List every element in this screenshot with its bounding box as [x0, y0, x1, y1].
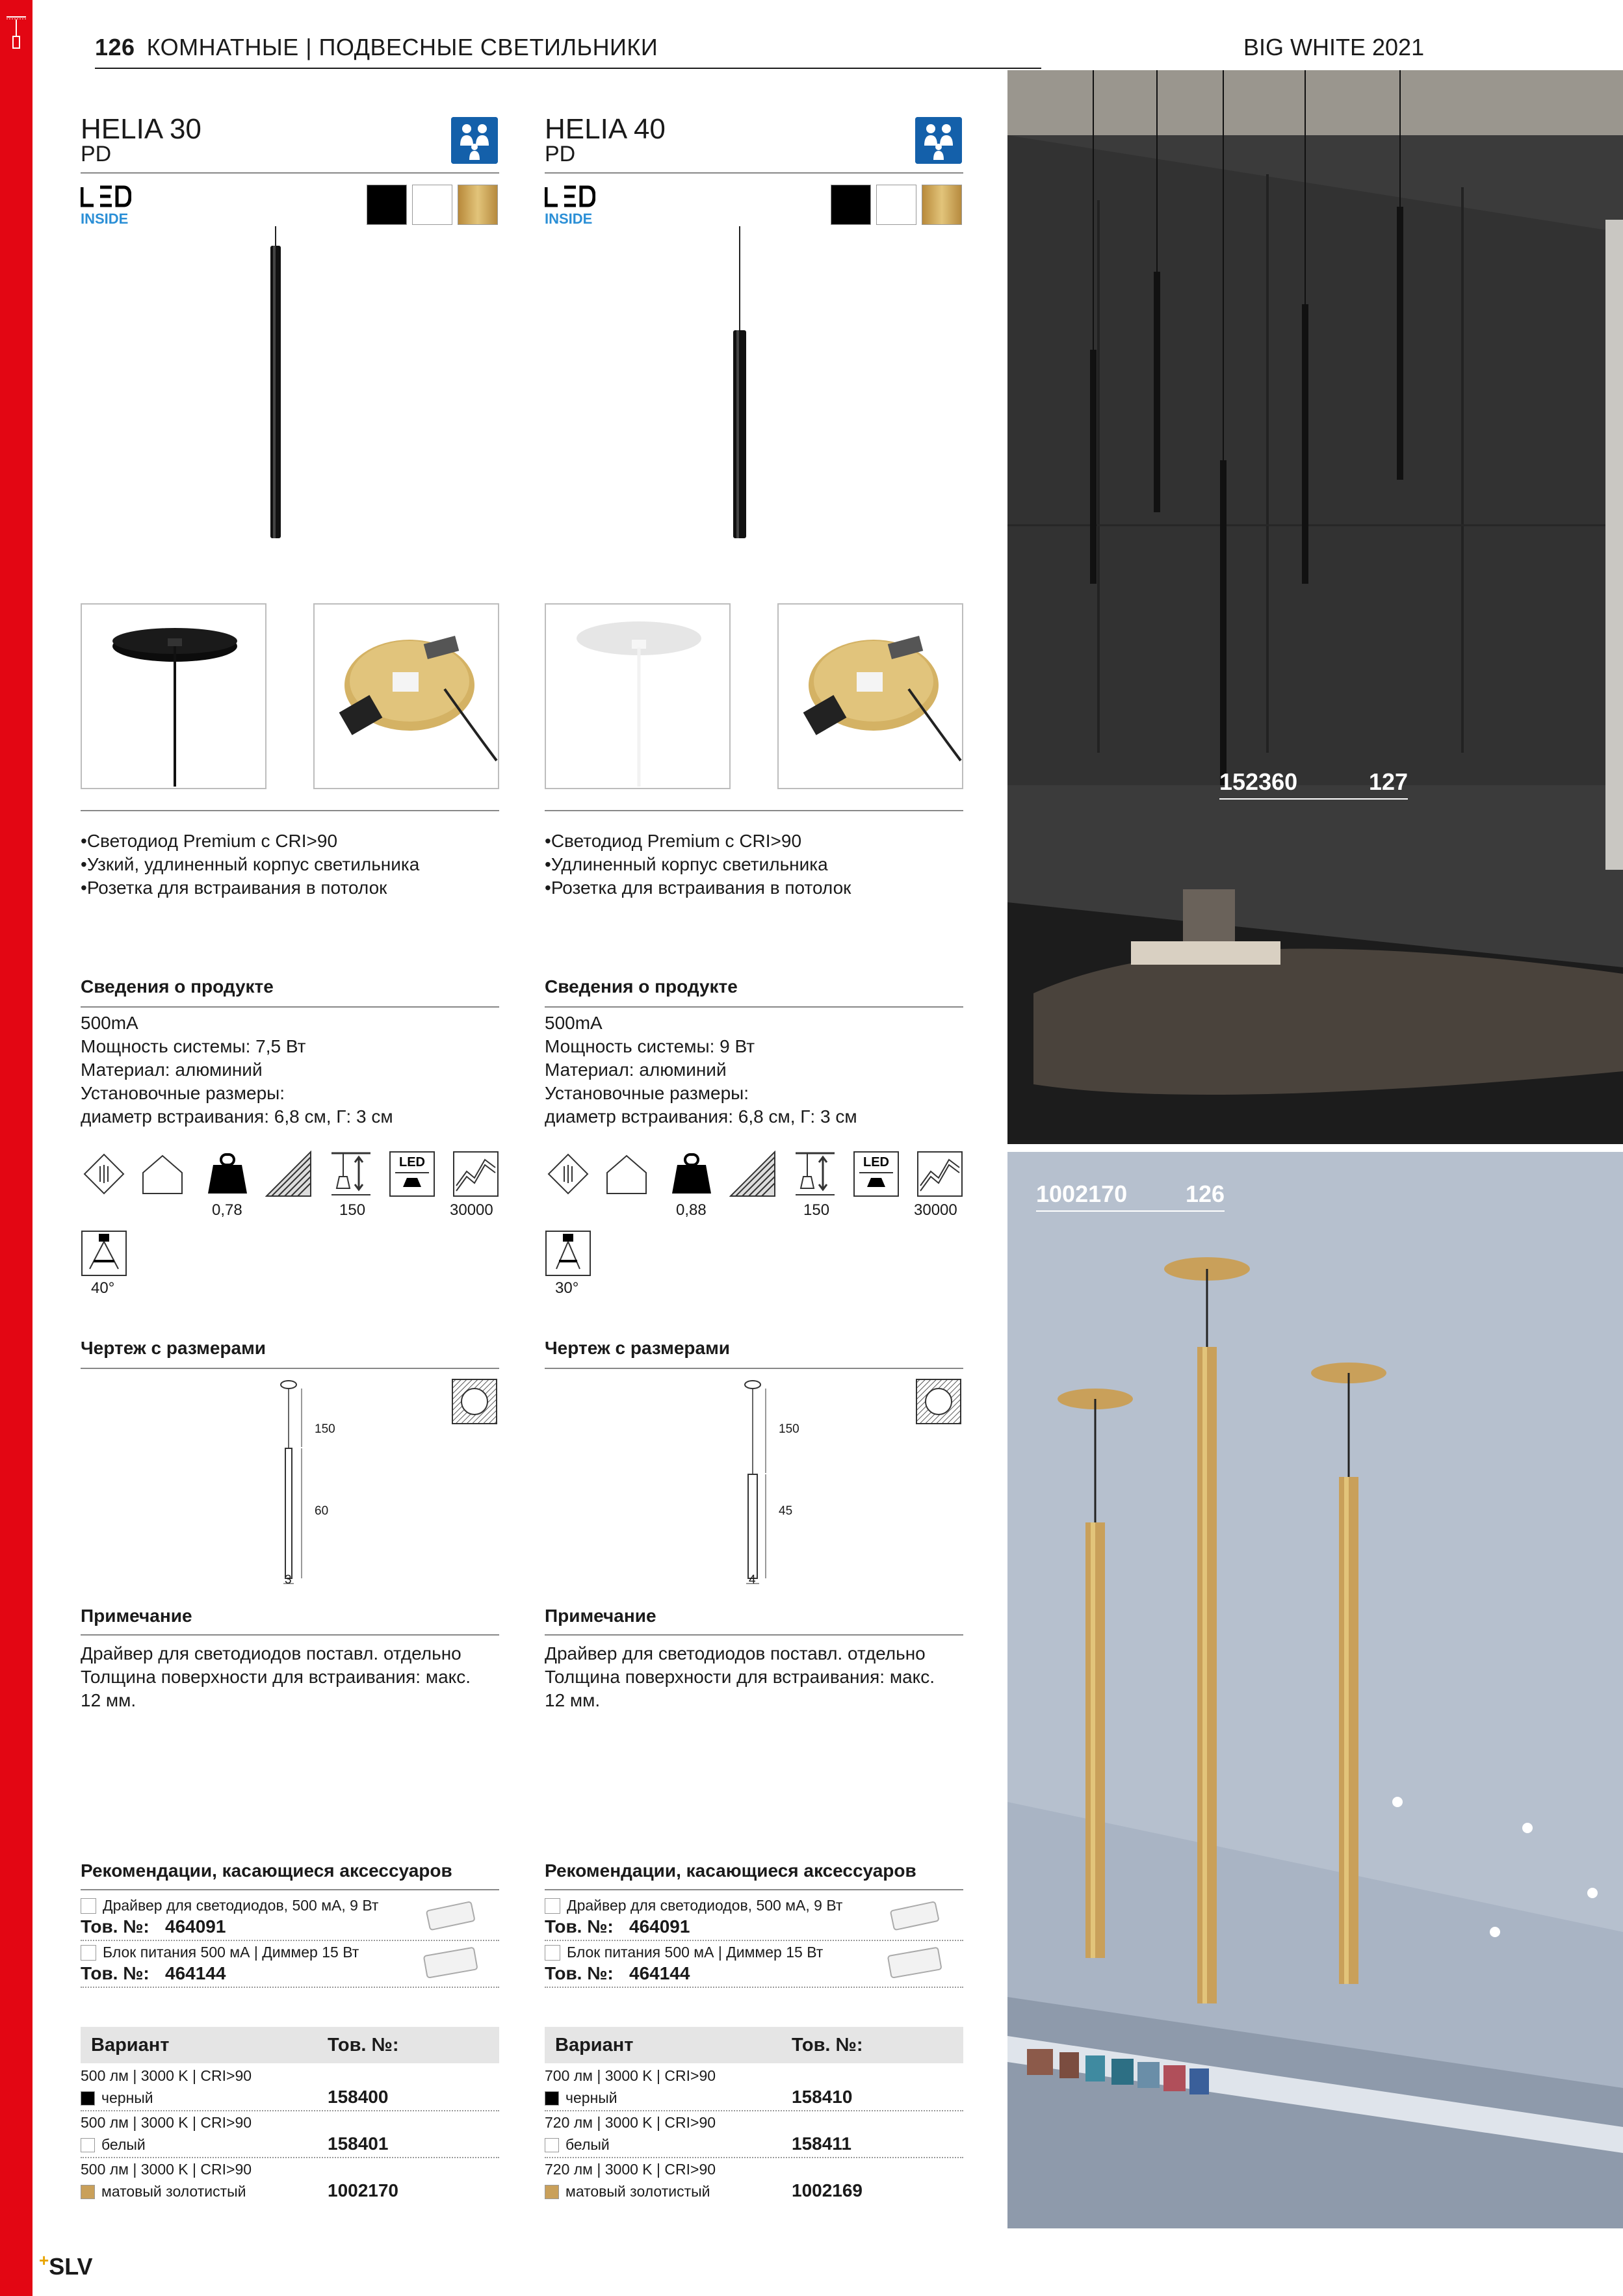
accessory-number-label: Тов. №: — [545, 1963, 614, 1983]
led-symbol-label: LED — [399, 1155, 425, 1169]
note-line: 12 мм. — [545, 1690, 601, 1710]
info-line: Материал: алюминий — [81, 1060, 263, 1080]
beam-angle-value: 30° — [555, 1279, 579, 1297]
recessed-cutout-icon — [915, 1378, 962, 1425]
dim-diameter: 3 — [285, 1573, 292, 1587]
note-title: Примечание — [545, 1606, 656, 1626]
accessory-number-label: Тов. №: — [81, 1916, 149, 1937]
product-column-helia-40 — [545, 70, 963, 2280]
led-icon — [545, 185, 595, 208]
number-column-header: Тов. №: — [792, 2035, 863, 2055]
info-line: Материал: алюминий — [545, 1060, 727, 1080]
height-value: 150 — [339, 1201, 366, 1219]
variant-row — [545, 2110, 963, 2157]
product-name: HELIA 40 — [545, 113, 666, 145]
variant-color-name: белый — [101, 2136, 146, 2153]
variant-color-name: матовый золотистый — [565, 2183, 710, 2200]
weight-value: 0,78 — [212, 1201, 242, 1219]
page-number: 126 — [95, 34, 135, 60]
accessories-divider — [545, 1889, 963, 1890]
product-info — [545, 1011, 857, 1128]
family-icon — [451, 117, 498, 164]
product-image-black — [675, 226, 805, 655]
variant-spec: 720 лм | 3000 K | CRI>90 — [545, 2161, 716, 2178]
drawing-divider — [545, 1368, 963, 1369]
led-inside-badge — [545, 185, 595, 226]
dim-diameter: 4 — [749, 1573, 756, 1587]
led-symbol-label: LED — [863, 1155, 889, 1169]
accessory-number — [545, 1916, 714, 1937]
variant-number: 158411 — [792, 2133, 851, 2154]
mounting-box-thumbnail — [313, 603, 499, 789]
accessory-number-value: 464144 — [165, 1963, 226, 1983]
variant-color — [81, 2089, 153, 2107]
variant-row — [81, 2063, 499, 2110]
accessory-number-value: 464091 — [629, 1916, 690, 1937]
dim-top: 150 — [779, 1422, 799, 1436]
variant-column-header: Вариант — [555, 2035, 634, 2055]
section-name: КОМНАТНЫЕ | ПОДВЕСНЫЕ СВЕТИЛЬНИКИ — [146, 34, 658, 60]
title-divider — [545, 172, 963, 174]
page-header — [32, 0, 1623, 70]
recessed-cutout-icon — [451, 1378, 498, 1425]
color-chip — [545, 2138, 559, 2152]
product-column-helia-30 — [81, 70, 499, 2280]
note-line: Толщина поверхности для встраивания: макс. — [81, 1667, 471, 1687]
note-line: Драйвер для светодиодов поставл. отдельно — [545, 1643, 926, 1663]
photo-page-ref: 127 — [1369, 768, 1409, 795]
interior-photo-gold — [1007, 1152, 1623, 2228]
variant-row — [545, 2063, 963, 2110]
protection-class-icon — [81, 1151, 127, 1197]
accessory-number-label: Тов. №: — [81, 1963, 149, 1983]
beam-pattern-icon — [729, 1151, 776, 1197]
variant-number: 158401 — [328, 2133, 389, 2154]
accessories-title: Рекомендации, касающиеся аксессуаров — [81, 1860, 452, 1881]
brand-logo — [39, 2250, 93, 2280]
variant-spec: 500 лм | 3000 K | CRI>90 — [81, 2114, 252, 2131]
drawing-divider — [81, 1368, 499, 1369]
logo-star-icon: + — [39, 2250, 49, 2270]
product-info — [81, 1011, 393, 1128]
beam-angle-icon — [81, 1230, 127, 1277]
header-divider — [95, 68, 1041, 69]
accessory-number — [545, 1963, 714, 1984]
accessory-number-label: Тов. №: — [545, 1916, 614, 1937]
variant-column-header: Вариант — [91, 2035, 170, 2055]
interior-photo-black — [1007, 70, 1623, 1144]
beam-pattern-icon — [265, 1151, 312, 1197]
technical-symbols — [81, 1151, 499, 1222]
color-chip — [81, 2091, 95, 2106]
weight-icon — [204, 1151, 251, 1197]
accessory-label: Блок питания 500 мА | Диммер 15 Вт — [103, 1944, 359, 1961]
photo-ref-underline — [1036, 1210, 1225, 1212]
features-list — [545, 829, 851, 900]
color-chip — [545, 2091, 559, 2106]
canopy-thumbnail — [545, 603, 731, 789]
brand-logo-text: SLV — [49, 2253, 93, 2280]
height-value: 150 — [803, 1201, 830, 1219]
catalog-title: BIG WHITE 2021 — [1243, 34, 1425, 60]
feature-item: • Светодиод Premium с CRI>90 — [545, 829, 851, 853]
variant-row — [545, 2157, 963, 2204]
color-chip — [545, 2185, 559, 2199]
variant-color-name: белый — [565, 2136, 610, 2153]
info-line: диаметр встраивания: 6,8 см, Г: 3 см — [545, 1106, 857, 1127]
variant-spec: 700 лм | 3000 K | CRI>90 — [545, 2067, 716, 2084]
accessory-checkbox[interactable] — [545, 1898, 560, 1914]
number-column-header: Тов. №: — [328, 2035, 399, 2055]
accessories-title: Рекомендации, касающиеся аксессуаров — [545, 1860, 916, 1881]
variant-color-name: черный — [101, 2089, 153, 2106]
protection-class-icon — [545, 1151, 591, 1197]
photo-ref-underline — [1219, 798, 1408, 800]
swatch-white — [412, 185, 452, 225]
variant-color — [545, 2136, 610, 2154]
power-supply-image — [419, 1942, 484, 1981]
note-line: 12 мм. — [81, 1690, 136, 1710]
color-swatches — [831, 185, 963, 225]
product-image-black — [211, 226, 341, 655]
variants-header — [81, 2027, 499, 2063]
led-icon — [81, 185, 131, 208]
note-title: Примечание — [81, 1606, 192, 1626]
photo-product-ref: 152360 — [1219, 768, 1298, 795]
accessory-label: Блок питания 500 мА | Диммер 15 Вт — [567, 1944, 824, 1961]
feature-item: • Удлиненный корпус светильника — [545, 853, 851, 876]
info-divider — [545, 1006, 963, 1008]
accessory-item — [545, 1940, 963, 1987]
accessory-checkbox[interactable] — [81, 1945, 96, 1961]
variant-spec: 500 лм | 3000 K | CRI>90 — [81, 2067, 252, 2084]
accessory-item — [545, 1893, 963, 1940]
note-line: Драйвер для светодиодов поставл. отдельно — [81, 1643, 461, 1663]
feature-item: • Розетка для встраивания в потолок — [81, 876, 419, 900]
accessory-number — [81, 1963, 250, 1984]
beam-angle-icon — [545, 1230, 591, 1277]
accessory-number-value: 464091 — [165, 1916, 226, 1937]
color-chip — [81, 2185, 95, 2199]
led-inside-badge — [81, 185, 131, 226]
variant-spec: 720 лм | 3000 K | CRI>90 — [545, 2114, 716, 2131]
lifetime-icon — [916, 1151, 963, 1197]
swatch-black — [831, 185, 871, 225]
accessories-divider — [81, 1889, 499, 1890]
section-color-bar — [0, 0, 32, 2296]
variant-number: 1002170 — [328, 2180, 399, 2200]
photo-product-ref: 1002170 — [1036, 1181, 1128, 1207]
led-replaceable-icon — [389, 1151, 435, 1197]
variant-color-name: матовый золотистый — [101, 2183, 246, 2200]
note-divider — [81, 1634, 499, 1636]
color-chip — [81, 2138, 95, 2152]
technical-symbols — [545, 1151, 963, 1222]
weight-value: 0,88 — [676, 1201, 707, 1219]
info-line: Установочные размеры: — [545, 1083, 749, 1103]
accessory-number-value: 464144 — [629, 1963, 690, 1983]
led-inside-label: INSIDE — [81, 211, 129, 227]
page-section-title — [95, 34, 658, 61]
product-type: PD — [81, 142, 112, 166]
lifetime-icon — [452, 1151, 499, 1197]
note-divider — [545, 1634, 963, 1636]
suspension-height-icon — [328, 1151, 374, 1197]
title-divider — [81, 172, 499, 174]
product-info-title: Сведения о продукте — [545, 976, 738, 997]
accessory-checkbox[interactable] — [545, 1945, 560, 1961]
variant-color — [545, 2183, 710, 2200]
feature-item: • Узкий, удлиненный корпус светильника — [81, 853, 419, 876]
pendant-lamp-icon — [5, 13, 27, 59]
led-driver-image — [883, 1896, 948, 1935]
beam-angle-value: 40° — [91, 1279, 115, 1297]
swatch-gold — [922, 185, 962, 225]
variant-number: 158400 — [328, 2087, 389, 2107]
product-name: HELIA 30 — [81, 113, 201, 145]
indoor-house-icon — [603, 1151, 650, 1197]
product-type: PD — [545, 142, 576, 166]
dim-top: 150 — [315, 1422, 335, 1436]
lifetime-value: 30000 — [450, 1201, 493, 1219]
variant-row — [81, 2157, 499, 2204]
photo-page-ref: 126 — [1186, 1181, 1225, 1207]
dimension-drawing — [714, 1377, 805, 1591]
dim-body: 45 — [779, 1504, 793, 1518]
mounting-box-thumbnail — [777, 603, 963, 789]
swatch-black — [367, 185, 407, 225]
info-line: Мощность системы: 9 Вт — [545, 1036, 755, 1056]
drawing-title: Чертеж с размерами — [545, 1338, 731, 1358]
accessory-checkbox[interactable] — [81, 1898, 96, 1914]
suspension-height-icon — [792, 1151, 838, 1197]
canopy-thumbnail — [81, 603, 266, 789]
variant-spec: 500 лм | 3000 K | CRI>90 — [81, 2161, 252, 2178]
accessory-divider — [81, 1987, 499, 1988]
accessory-item — [81, 1893, 499, 1940]
dim-body: 60 — [315, 1504, 329, 1518]
accessory-divider — [545, 1987, 963, 1988]
color-swatches — [367, 185, 499, 225]
feature-item: • Светодиод Premium с CRI>90 — [81, 829, 419, 853]
feature-item: • Розетка для встраивания в потолок — [545, 876, 851, 900]
led-replaceable-icon — [853, 1151, 900, 1197]
info-line: диаметр встраивания: 6,8 см, Г: 3 см — [81, 1106, 393, 1127]
dimension-drawing — [250, 1377, 341, 1591]
info-line: 500mA — [81, 1013, 138, 1033]
weight-icon — [668, 1151, 715, 1197]
info-line: Мощность системы: 7,5 Вт — [81, 1036, 306, 1056]
variant-color-name: черный — [565, 2089, 617, 2106]
variant-color — [81, 2183, 246, 2200]
info-line: Установочные размеры: — [81, 1083, 285, 1103]
variant-color — [545, 2089, 617, 2107]
variant-number: 158410 — [792, 2087, 853, 2107]
note-line: Толщина поверхности для встраивания: макс. — [545, 1667, 935, 1687]
drawing-title: Чертеж с размерами — [81, 1338, 266, 1358]
note-text — [81, 1642, 471, 1712]
info-line: 500mA — [545, 1013, 603, 1033]
features-divider — [545, 810, 963, 811]
swatch-gold — [458, 185, 498, 225]
accessory-number — [81, 1916, 250, 1937]
variant-color — [81, 2136, 146, 2154]
note-text — [545, 1642, 935, 1712]
lifetime-value: 30000 — [914, 1201, 957, 1219]
variant-number: 1002169 — [792, 2180, 863, 2200]
family-icon — [915, 117, 962, 164]
swatch-white — [876, 185, 916, 225]
features-divider — [81, 810, 499, 811]
features-list — [81, 829, 419, 900]
accessory-label: Драйвер для светодиодов, 500 мА, 9 Вт — [567, 1897, 843, 1914]
info-divider — [81, 1006, 499, 1008]
accessory-item — [81, 1940, 499, 1987]
power-supply-image — [883, 1942, 948, 1981]
led-driver-image — [419, 1896, 484, 1935]
product-info-title: Сведения о продукте — [81, 976, 274, 997]
variants-header — [545, 2027, 963, 2063]
variant-row — [81, 2110, 499, 2157]
led-inside-label: INSIDE — [545, 211, 593, 227]
accessory-label: Драйвер для светодиодов, 500 мА, 9 Вт — [103, 1897, 379, 1914]
indoor-house-icon — [139, 1151, 186, 1197]
